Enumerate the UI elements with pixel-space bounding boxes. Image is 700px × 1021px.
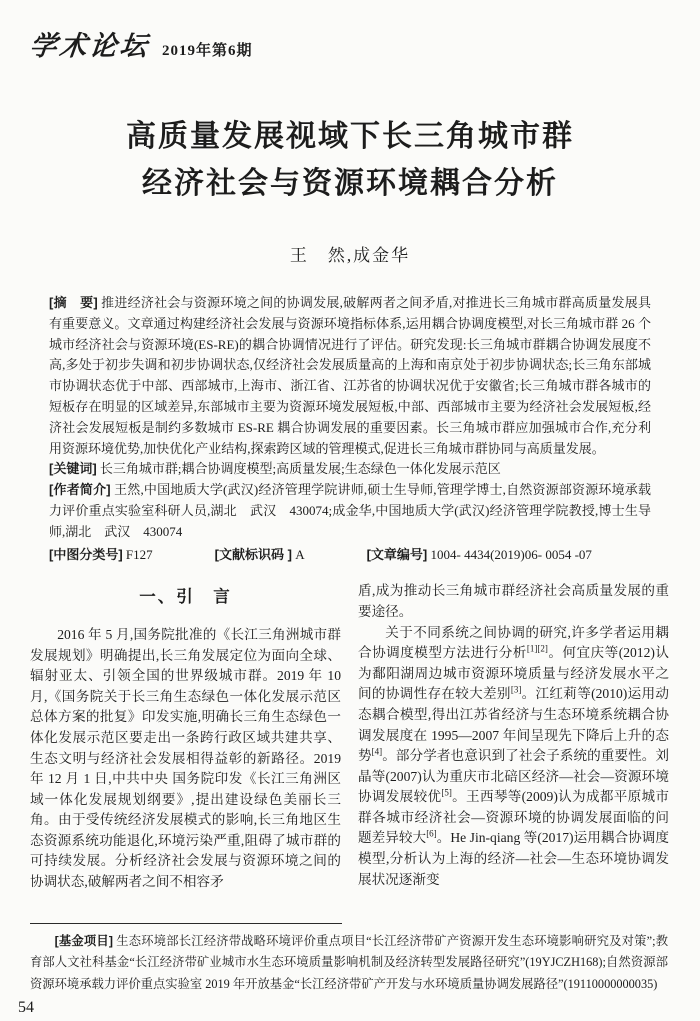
keywords-paragraph — [49, 459, 651, 480]
footnote-divider — [30, 923, 342, 924]
authors-line: 王 然,成金华 — [289, 246, 411, 265]
article-meta-block — [49, 293, 651, 565]
article-id-label: [文章编号] — [366, 546, 428, 562]
journal-name: 学术论坛 — [28, 31, 152, 62]
article-title-line-2: 经济社会与资源环境耦合分析 — [142, 167, 558, 200]
clc-segment — [49, 545, 153, 566]
journal-header — [30, 24, 670, 63]
doc-code-label: [文献标识码 ] — [214, 546, 292, 562]
page-number: 54 — [18, 999, 34, 1016]
doc-code-segment — [215, 545, 305, 566]
article-id-segment — [367, 545, 592, 566]
fund-label: [基金项目] — [54, 933, 113, 948]
abstract-text: 推进经济社会与资源环境之间的协调发展,破解两者之间矛盾,对推进长三角城市群高质量发展具有重要意义。文章通过构建经济社会发展与资源环境指标体系,运用耦合协调度模型,对长三角城市群 26 个城市经济社会与资源环境(ES-RE)的耦合协调情况进行了评估。研究发现:长三角城市群耦合协调发展度不高,多处于初步失调和初步协调状态,仅经济社会发展质量高的上海和南京处于初步协调状态;长三角东部城市协调状态优于中部、西部城市,上海市、浙江省、江苏省的协调状况优于安徽省;长三角城市群各城市的短板存在明显的区域差异,东部城市主要为资源环境发展短板,中部、西部城市主要为经济社会发展短板,经济社会发展短板是制约多数城市 ES-RE 耦合协调发展的重要因素。长三角城市群应加强城市合作,充分利用资源环境优势,加快优化产业结构,探索跨区域的管理模式,促进长三角城市群协同与高质量发展。 — [49, 295, 651, 456]
fund-footnote-paragraph — [30, 931, 668, 996]
keywords-text: 长三角城市群;耦合协调度模型;高质量发展;生态绿色一体化发展示范区 — [99, 461, 501, 477]
section-heading-introduction: 一、引 言 — [139, 588, 232, 607]
author-bio-text: 王然,中国地质大学(武汉)经济管理学院讲师,硕士生导师,管理学博士,自然资源部资源环境承载力评价重点实验室科研人员,湖北 武汉 430074;成金华,中国地质大学(武汉)经济管理学院教授,博士生导师,湖北 武汉 430074 — [49, 482, 651, 539]
doc-code-value: A — [295, 546, 305, 562]
author-bio-label: [作者简介] — [49, 482, 111, 498]
journal-issue-label: 2019年第6期 — [162, 43, 253, 59]
right-column-paragraph-2: 关于不同系统之间协调的研究,许多学者运用耦合协调度模型方法进行分析[1][2]。何宜庆等(2012)认为鄱阳湖周边城市资源环境质量与经济发展水平之间的协调性存在较大差别[3]。江红莉等(2010)运用动态耦合模型,得出江苏省经济与生态环境系统耦合协调发展度在 1995—2007 年间呈现先下降后上升的态势[4]。部分学者也意识到了社会子系统的重要性。刘晶等(2007)认为重庆市北碚区经济—社会—资源环境协调发展较优[5]。王西琴等(2009)认为成都平原城市群各城市经济社会—资源环境的协调发展面临的问题差异较大[6]。He Jin-qiang 等(2017)运用耦合协调度模型,分析认为上海的经济—社会—生态环境协调发展状况逐渐变 — [358, 624, 670, 887]
fund-footnote — [30, 923, 668, 996]
left-column-paragraph-1: 2016 年 5 月,国务院批准的《长江三角洲城市群发展规划》明确提出,长三角发展定位为面向全球、辐射亚太、引领全国的世界级城市群。2019 年 10 月,《国务院关于长三角生态绿色一体化发展示范区总体方案的批复》印发实施,明确长三角生态绿色一体化发展示范区要走出一条跨行政区域共建共享、生态文明与经济社会发展相得益彰的新路径。2019 年 12 月 1 日,中共中央 国务院印发《长江三角洲区域一体化发展规划纲要》,提出建设绿色美丽长三角。由于受传统经济发展模式的影响,长三角地区生态资源系统功能退化,环境污染严重,阻碍了城市群的可持续发展。分析经济社会发展与资源环境之间的协调状态,破解两者之间不相容矛 — [30, 626, 341, 890]
left-column — [30, 581, 341, 892]
clc-value: F127 — [125, 546, 153, 562]
right-column — [358, 581, 669, 892]
author-bio-paragraph — [49, 480, 651, 542]
right-column-paragraph-1: 盾,成为推动长三角城市群经济社会高质量发展的重要途径。 — [358, 583, 669, 619]
abstract-paragraph — [49, 293, 651, 459]
article-id-value: 1004- 4434(2019)06- 0054 -07 — [430, 546, 592, 562]
article-title-line-1: 高质量发展视域下长三角城市群 — [126, 120, 574, 153]
clc-label: [中图分类号] — [49, 546, 123, 562]
classification-row — [49, 545, 651, 566]
article-title — [30, 113, 670, 207]
abstract-label: [摘 要] — [49, 295, 98, 310]
body-columns — [30, 581, 670, 892]
fund-text: 生态环境部长江经济带战略环境评价重点项目“长江经济带矿产资源开发生态环境影响研究及对策”;教育部人文社科基金“长江经济带矿业城市水生态环境质量影响机制及经济转型发展路径研究”(19YJCZH168);自然资源部资源环境承载力评价重点实验室 2019 年开放基金“长江经济带矿产开发与水环境质量协调发展路径”(19110000000035) — [30, 933, 668, 991]
keywords-label: [关键词] — [49, 461, 97, 477]
